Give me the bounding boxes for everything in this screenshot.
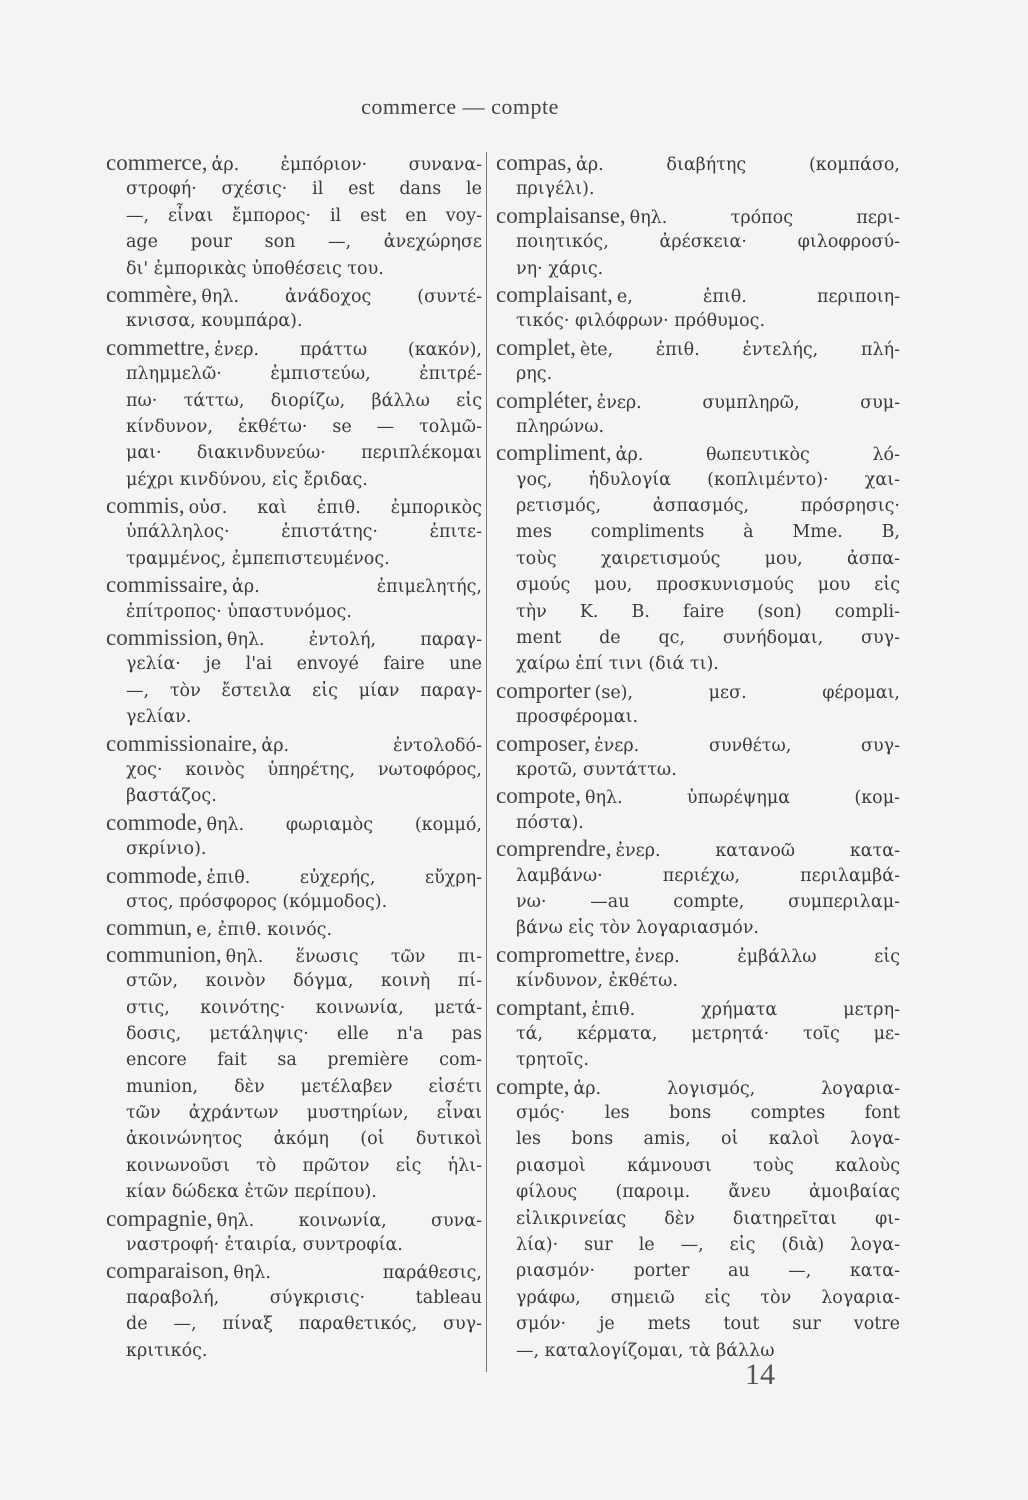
entry-line [496, 256, 900, 282]
entry-line [496, 1206, 900, 1232]
entry-line [496, 889, 900, 915]
dictionary-entry [496, 942, 900, 995]
headword: complaisant, [496, 281, 613, 307]
definition-text: νω· —au compte, συμπεριλαμ- [516, 891, 900, 912]
entry-line [106, 678, 482, 704]
definition-text: γελία· je l'ai envoyé faire une [126, 654, 482, 675]
entry-line [106, 308, 482, 334]
dictionary-entry [106, 915, 482, 941]
definition-text: στος, πρόσφορος (κόμμοδος). [126, 891, 388, 912]
definition-text: ριασμοὶ κάμνουσι τοὺς καλοὺς [516, 1155, 900, 1176]
entry-line [106, 757, 482, 783]
dictionary-entry [106, 810, 482, 863]
entry-line [106, 915, 482, 941]
dictionary-entry [106, 150, 482, 282]
definition-text: ἀρ. λογισμός, λογαρια- [573, 1078, 900, 1099]
entry-line [496, 546, 900, 572]
definition-text: ὑπάλληλος· ἐπιστάτης· ἐπιτε- [126, 522, 482, 543]
definition-text: (se), μεσ. φέρομαι, [594, 682, 900, 703]
definition-text: ναστροφή· ἑταιρία, συντροφία. [126, 1235, 403, 1256]
definition-text: γος, ἡδυλογία (κοπλιμέντο)· χαι- [516, 469, 900, 490]
headword: commission, [106, 625, 223, 651]
definition-text: κριτικός. [126, 1340, 208, 1361]
entry-line [106, 440, 482, 466]
entry-line [496, 1179, 900, 1205]
definition-text: λία)· sur le —, εἰς (διὰ) λογα- [516, 1235, 900, 1256]
headword: compagnie, [106, 1205, 213, 1231]
definition-text: ἐνερ. συνθέτω, συγ- [594, 735, 900, 756]
entry-line [106, 282, 482, 308]
definition-text: θηλ. τρόπος περι- [629, 207, 900, 228]
dictionary-entry [106, 625, 482, 731]
entry-line [106, 546, 482, 572]
entry-line [496, 968, 900, 994]
entry-line [496, 731, 900, 757]
entry-line [106, 229, 482, 255]
entry-line [496, 519, 900, 545]
entry-line [496, 493, 900, 519]
definition-text: ἐπιθ. εὐχερής, εὔχρη- [206, 867, 482, 888]
entry-line [496, 361, 900, 387]
dictionary-entry [496, 440, 900, 678]
entry-line [106, 810, 482, 836]
definition-text: χαίρω ἐπί τινι (διά τι). [516, 654, 719, 675]
entry-line [106, 889, 482, 915]
definition-text: πληρώνω. [516, 416, 605, 437]
entry-line [496, 1126, 900, 1152]
definition-text: e, ἐπιθ. περιποιη- [616, 286, 900, 307]
entry-line [496, 1232, 900, 1258]
entry-line [106, 1285, 482, 1311]
definition-text: ἐνερ. συμπληρῶ, συμ- [596, 392, 900, 413]
definition-text: σμούς μου, προσκυνισμούς μου εἰς [516, 575, 900, 596]
definition-text: δι' ἐμπορικὰς ὑποθέσεις του. [126, 258, 384, 279]
headword: commissionaire, [106, 730, 258, 756]
headword: comparaison, [106, 1258, 230, 1284]
entry-line [496, 942, 900, 968]
definition-text: —, καταλογίζομαι, τὰ βάλλω [516, 1340, 775, 1361]
definition-text: τικός· φιλόφρων· πρόθυμος. [516, 311, 766, 332]
definition-text: ἀρ. ἐντολοδό- [261, 735, 482, 756]
definition-text: θηλ. κοινωνία, συνα- [216, 1210, 482, 1231]
definition-text: θηλ. παράθεσις, [233, 1263, 482, 1284]
definition-text: ρετισμός, ἀσπασμός, πρόσρησις· [516, 496, 900, 517]
entry-line [496, 1338, 900, 1364]
definition-text: encore fait sa première com- [126, 1050, 482, 1071]
definition-text: mes compliments à Mme. B, [516, 522, 900, 543]
running-head: commerce — compte [361, 94, 559, 119]
definition-text: θηλ. φωριαμὸς (κομμό, [206, 814, 482, 835]
dictionary-entry [496, 388, 900, 441]
entry-line [496, 651, 900, 677]
definition-text: βαστάζος. [126, 786, 217, 807]
dictionary-entry [496, 995, 900, 1074]
entry-line [106, 731, 482, 757]
dictionary-entry [106, 335, 482, 493]
definition-text: ment de qc, συνήδομαι, συγ- [516, 628, 900, 649]
definition-text: ἐνερ. πράττω (κακόν), [214, 339, 482, 360]
dictionary-entry [496, 1074, 900, 1364]
dictionary-entry [496, 203, 900, 282]
definition-text: τῶν ἀχράντων μυστηρίων, εἶναι [126, 1103, 482, 1124]
entry-line [496, 1100, 900, 1126]
headword: compote, [496, 783, 581, 809]
headword: commerce, [106, 150, 208, 175]
headword: commère, [106, 281, 198, 307]
entry-line [496, 995, 900, 1021]
entry-line [106, 150, 482, 176]
definition-text: τοὺς χαιρετισμούς μου, ἀσπα- [516, 548, 900, 569]
entry-line [496, 1021, 900, 1047]
definition-text: σκρίνιο). [126, 839, 207, 860]
dictionary-entry [106, 942, 482, 1206]
entry-line [496, 150, 900, 176]
entry-line [496, 1047, 900, 1073]
entry-line [496, 572, 900, 598]
entry-line [496, 1285, 900, 1311]
definition-text: χος· κοινὸς ὑπηρέτης, νωτοφόρος, [126, 759, 482, 780]
definition-text: θηλ. ὑπωρέψημα (κομ- [584, 788, 900, 809]
definition-text: θηλ. ἀνάδοχος (συντέ- [201, 286, 482, 307]
definition-text: ἐπιθ. χρήματα μετρη- [591, 999, 900, 1020]
entry-line [106, 572, 482, 598]
entry-line [496, 1311, 900, 1337]
entry-line [106, 625, 482, 651]
entry-line [496, 1074, 900, 1100]
entry-line [106, 176, 482, 202]
entry-line [106, 704, 482, 730]
definition-text: de —, πίναξ παραθετικός, συγ- [126, 1314, 482, 1335]
definition-text: κοινωνοῦσι τὸ πρῶτον εἰς ἡλι- [126, 1155, 482, 1176]
entry-line [106, 863, 482, 889]
definition-text: κίνδυνον, ἐκθέτω. [516, 971, 678, 992]
entry-line [496, 467, 900, 493]
definition-text: βάνω εἰς τὸν λογαριασμόν. [516, 918, 760, 939]
headword: composer, [496, 730, 591, 756]
definition-text: e, ἐπιθ. κοινός. [196, 920, 333, 941]
entry-line [106, 1021, 482, 1047]
definition-text: εἰλικρινείας δὲν διατηρεῖται φι- [516, 1208, 900, 1229]
headword: commettre, [106, 334, 211, 360]
definition-text: κίαν δώδεκα ἐτῶν περίπου). [126, 1182, 377, 1203]
definition-text: στις, κοινότης· κοινωνία, μετά- [126, 997, 482, 1018]
left-column [106, 150, 482, 1364]
headword: compléter, [496, 387, 593, 413]
dictionary-entry [106, 731, 482, 810]
entry-line [106, 836, 482, 862]
headword: compromettre, [496, 941, 631, 967]
definition-text: μαι· διακινδυνεύω· περιπλέκομαι [126, 443, 482, 464]
headword: comprendre, [496, 836, 612, 862]
entry-line [106, 467, 482, 493]
headword: comporter [496, 677, 591, 703]
entry-line [496, 388, 900, 414]
entry-line [496, 678, 900, 704]
definition-text: τὴν Κ. Β. faire (son) compli- [516, 601, 900, 622]
dictionary-entry [106, 282, 482, 335]
definition-text: τά, κέρματα, μετρητά· τοῖς με- [516, 1023, 900, 1044]
definition-text: les bons amis, οἱ καλοὶ λογα- [516, 1129, 900, 1150]
headword: commun, [106, 915, 193, 941]
dictionary-entry [496, 836, 900, 942]
definition-text: πόστα). [516, 812, 584, 833]
entry-line [496, 1258, 900, 1284]
dictionary-entry [106, 572, 482, 625]
entry-line [106, 1338, 482, 1364]
definition-text: κίνδυνον, ἐκθέτω· se — τολμῶ- [126, 416, 482, 437]
definition-text: κνισσα, κουμπάρα). [126, 311, 303, 332]
entry-line [106, 1126, 482, 1152]
entry-line [496, 203, 900, 229]
definition-text: age pour son —, ἀνεχώρησε [126, 232, 482, 253]
right-column [496, 150, 900, 1364]
definition-text: μέχρι κινδύνου, εἰς ἔριδας. [126, 469, 368, 490]
entry-line [106, 942, 482, 968]
definition-text: κροτῶ, συντάττω. [516, 759, 677, 780]
entry-line [106, 1047, 482, 1073]
definition-text: πλημμελῶ· ἐμπιστεύω, ἐπιτρέ- [126, 364, 482, 385]
entry-line [106, 414, 482, 440]
entry-line [496, 599, 900, 625]
entry-line [496, 757, 900, 783]
definition-text: ἀρ. θωπευτικὸς λό- [615, 445, 900, 466]
headword: compliment, [496, 440, 612, 466]
entry-line [106, 783, 482, 809]
entry-line [496, 308, 900, 334]
definition-text: ριασμόν· porter au —, κατα- [516, 1261, 900, 1282]
entry-line [496, 440, 900, 466]
headword: commis, [106, 493, 185, 519]
entry-line [106, 203, 482, 229]
definition-text: γελίαν. [126, 707, 192, 728]
entry-line [106, 968, 482, 994]
dictionary-entry [496, 150, 900, 203]
headword: commode, [106, 809, 203, 835]
definition-text: οὐσ. καὶ ἐπιθ. ἐμπορικὸς [188, 498, 482, 519]
definition-text: ἀρ. ἐμπόριον· συνανα- [211, 155, 482, 175]
definition-text: πω· τάττω, διορίζω, βάλλω εἰς [126, 390, 482, 411]
dictionary-entry [106, 493, 482, 572]
definition-text: φίλους (παροιμ. ἄνευ ἀμοιβαίας [516, 1182, 900, 1203]
definition-text: ἐπίτροπος· ὑπαστυνόμος. [126, 601, 352, 622]
definition-text: ἐνερ. κατανοῶ κατα- [615, 841, 900, 862]
entry-line [496, 863, 900, 889]
page-number: 14 [745, 1358, 775, 1391]
entry-line [106, 388, 482, 414]
headword: commode, [106, 862, 203, 888]
entry-line [496, 176, 900, 202]
definition-text: ète, ἐπιθ. ἐντελής, πλή- [579, 339, 900, 360]
definition-text: στῶν, κοινὸν δόγμα, κοινὴ πί- [126, 971, 482, 992]
definition-text: προσφέρομαι. [516, 707, 639, 728]
definition-text: δοσις, μετάληψις· elle n'a pas [126, 1023, 482, 1044]
entry-line [496, 1153, 900, 1179]
entry-line [496, 282, 900, 308]
definition-text: σμόν· je mets tout sur votre [516, 1314, 900, 1335]
headword: compte, [496, 1073, 570, 1099]
entry-line [106, 1206, 482, 1232]
headword: complaisanse, [496, 202, 626, 228]
entry-line [106, 361, 482, 387]
entry-line [106, 493, 482, 519]
entry-line [496, 915, 900, 941]
column-divider [486, 152, 487, 1372]
entry-line [496, 414, 900, 440]
definition-text: τραμμένος, ἐμπεπιστευμένος. [126, 548, 390, 569]
entry-line [496, 229, 900, 255]
entry-line [106, 256, 482, 282]
dictionary-entry [496, 678, 900, 731]
entry-line [106, 1153, 482, 1179]
headword: commissaire, [106, 572, 228, 598]
entry-line [496, 625, 900, 651]
entry-line [106, 599, 482, 625]
entry-line [106, 995, 482, 1021]
dictionary-entry [106, 1258, 482, 1364]
definition-text: σμός· les bons comptes font [516, 1103, 900, 1124]
definition-text: θηλ. ἐντολή, παραγ- [226, 630, 482, 651]
entry-line [106, 519, 482, 545]
dictionary-entry [496, 731, 900, 784]
definition-text: ἐνερ. ἐμβάλλω εἰς [634, 946, 900, 967]
definition-text: πριγέλι). [516, 179, 595, 200]
headword: compas, [496, 150, 573, 175]
entry-line [106, 335, 482, 361]
entry-line [106, 1258, 482, 1284]
entry-line [496, 836, 900, 862]
definition-text: γράφω, σημειῶ εἰς τὸν λογαρια- [516, 1287, 900, 1308]
definition-text: λαμβάνω· περιέχω, περιλαμβά- [516, 865, 900, 886]
dictionary-entry [496, 282, 900, 335]
definition-text: —, εἶναι ἔμπορος· il est en voy- [126, 205, 482, 226]
definition-text: ἀρ. ἐπιμελητής, [232, 577, 482, 598]
dictionary-entry [106, 1206, 482, 1259]
entry-line [106, 651, 482, 677]
definition-text: ἀκοινώνητος ἀκόμη (οἱ δυτικοὶ [126, 1129, 482, 1150]
entry-line [496, 704, 900, 730]
definition-text: ρης. [516, 364, 553, 385]
dictionary-entry [496, 335, 900, 388]
entry-line [106, 1074, 482, 1100]
headword: comptant, [496, 994, 588, 1020]
definition-text: στροφή· σχέσις· il est dans le [126, 179, 482, 200]
entry-line [496, 335, 900, 361]
entry-line [496, 810, 900, 836]
definition-text: τρητοῖς. [516, 1050, 589, 1071]
entry-line [106, 1179, 482, 1205]
definition-text: παραβολή, σύγκρισις· tableau [126, 1287, 482, 1308]
entry-line [106, 1232, 482, 1258]
definition-text: ἀρ. διαβήτης (κομπάσο, [576, 155, 900, 175]
entry-line [106, 1311, 482, 1337]
entry-line [106, 1100, 482, 1126]
definition-text: ποιητικός, ἀρέσκεια· φιλοφροσύ- [516, 232, 900, 253]
definition-text: munion, δὲν μετέλαβεν εἰσέτι [126, 1076, 482, 1097]
definition-text: θηλ. ἕνωσις τῶν πι- [225, 946, 482, 967]
definition-text: —, τὸν ἔστειλα εἰς μίαν παραγ- [126, 680, 482, 701]
entry-line [496, 783, 900, 809]
dictionary-entry [496, 783, 900, 836]
dictionary-entry [106, 863, 482, 916]
definition-text: νη· χάρις. [516, 258, 604, 279]
headword: communion, [106, 941, 222, 967]
headword: complet, [496, 334, 576, 360]
